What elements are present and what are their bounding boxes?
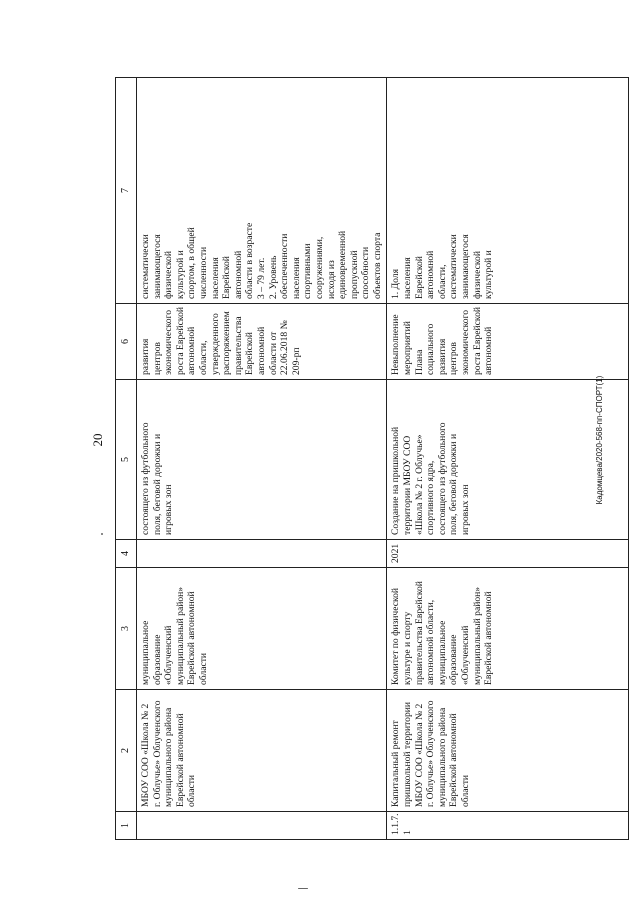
row-executor-cell [387,568,629,690]
row-name-cell [387,690,629,812]
cell-line: 3 – 79 лет. [255,257,267,299]
cell-line: г. Облучье» Облученского [425,700,437,807]
cell-line: муниципальный район» [471,586,483,685]
cell-line: экономического [163,309,175,375]
cell-line: «Облученский [163,625,175,685]
cell-line: «Облученский [460,625,472,685]
cell-line: единовременной [337,230,349,299]
cell-line: Еврейской автономной [174,713,186,807]
row-result-cell [137,380,387,540]
cell-line: поля, беговой дорожки и [448,433,460,535]
cell-line: мероприятий [402,321,414,375]
row-id-cell [387,812,629,840]
cell-line: г. Облучье» Облученского [151,700,163,807]
cell-line: культурой и [483,250,495,299]
cell-line: области в возрасте [244,222,256,299]
table-header-row [116,78,137,840]
cell-line: автономной [425,250,437,299]
row-indicator-cell [137,78,387,304]
cell-line: утвержденного [209,313,221,375]
cell-line: социального [425,323,437,375]
cell-line: области [197,652,209,685]
cell-line: центров [151,342,163,375]
cell-line: Создание на пришкольной [390,426,402,535]
cell-line: игровых зон [163,484,175,535]
scan-speck [101,533,103,535]
cell-line: Еврейской автономной [483,591,495,685]
cell-line: Еврейской автономной [448,713,460,807]
cell-line: экономического [460,309,472,375]
cell-line: муниципальное [436,620,448,685]
row-executor-cell [137,568,387,690]
cell-line: игровых зон [460,484,472,535]
row-risks-cell [137,304,387,380]
header-cell: 3 [116,568,137,690]
cell-line: 1.1.7. [390,813,402,835]
cell-line: систематически [140,234,151,299]
cell-line: МБОУ СОО «Школа № 2 [413,703,425,807]
page-number: 20 [90,433,105,447]
cell-line: 1. Доля [390,268,402,299]
cell-line: Плана [413,349,425,375]
table-row [137,78,387,840]
cell-line: центров [448,342,460,375]
header-cell: 1 [116,812,137,840]
cell-line: автономной [255,326,267,375]
cell-line: области [186,774,198,807]
cell-line: 2021 [390,543,402,563]
cell-line: муниципальный район» [174,586,186,685]
header-cell: 2 [116,690,137,812]
cell-line: пришкольной территории [402,701,414,807]
row-indicator-cell [387,78,629,304]
cell-line: сооружениями, [313,236,325,299]
cell-line: Еврейской автономной [186,591,198,685]
cell-line: роста Еврейской [471,307,483,375]
cell-line: объектов спорта [371,232,383,299]
cell-line: Капитальный ремонт [390,720,402,807]
cell-line: муниципального района [436,707,448,807]
cell-line: Еврейской [244,332,256,375]
row-risks-cell [387,304,629,380]
cell-line: физической [471,251,483,299]
cell-line: способности [360,246,372,299]
header-cell: 5 [116,380,137,540]
cell-line: автономной [232,250,244,299]
cell-line: МБОУ СОО «Школа № 2 [140,703,151,807]
cell-line: обеспеченности [279,233,291,299]
cell-line: образование [151,634,163,685]
cell-line: 209-рп [290,347,302,375]
program-table [115,77,629,840]
cell-line: муниципального района [163,707,175,807]
cell-line: физической [163,251,175,299]
cell-line: Еврейской [221,256,233,299]
cell-line: области [460,774,472,807]
cell-line: спортивными [302,243,314,299]
cell-line: спортом, в общей [186,227,198,299]
cell-line: 22.06.2018 № [279,320,291,375]
cell-line: занимающегося [151,234,163,299]
cell-line: распоряжением [221,311,233,375]
cell-line: систематически [448,234,460,299]
document-footer: Кадомцева/2020-568-пп-СПОРТ(1) [595,375,604,505]
header-cell: 6 [116,304,137,380]
cell-line: численности [197,246,209,299]
cell-line: территории МБОУ СОО [402,435,414,535]
cell-line: развития [436,338,448,375]
cell-line: населения [402,257,414,299]
cell-line: состоящего из футбольного [436,422,448,535]
row-result-cell [387,380,629,540]
cell-line: населения [209,257,221,299]
cell-line: образование [448,634,460,685]
header-cell: 7 [116,78,137,304]
header-cell: 4 [116,540,137,568]
cell-line: автономной [483,326,495,375]
cell-line: области от [267,331,279,375]
cell-line: Невыполнение [390,314,402,375]
cell-line: состоящего из футбольного [140,422,151,535]
cell-line: исходя из [325,260,337,299]
scan-speck [298,888,308,889]
cell-line: развития [140,338,151,375]
cell-line: спортивного ядра, [425,460,437,535]
row-id-cell [137,812,387,840]
row-year-cell [137,540,387,568]
cell-line: автономной [186,326,198,375]
cell-line: правительства [232,316,244,375]
cell-line: «Школа № 2 г. Облучье» [413,434,425,535]
cell-line: культуре и спорту [402,611,414,685]
cell-line: культурой и [174,250,186,299]
cell-line: области, [197,340,209,375]
cell-line: роста Еврейской [174,307,186,375]
cell-line: муниципальное [140,620,151,685]
table-region [115,78,595,840]
cell-line: 2. Уровень [267,255,279,299]
cell-line: Еврейской [413,256,425,299]
table-row [387,78,629,840]
cell-line: автономной области, [425,599,437,685]
cell-line: населения [290,257,302,299]
cell-line: правительства Еврейской [413,581,425,685]
row-name-cell [137,690,387,812]
cell-line: 1 [402,830,414,835]
row-year-cell [387,540,629,568]
cell-line: Комитет по физической [390,587,402,685]
cell-line: занимающегося [460,234,472,299]
cell-line: поля, беговой дорожки и [151,433,163,535]
cell-line: области, [436,264,448,299]
cell-line: пропускной [348,250,360,299]
